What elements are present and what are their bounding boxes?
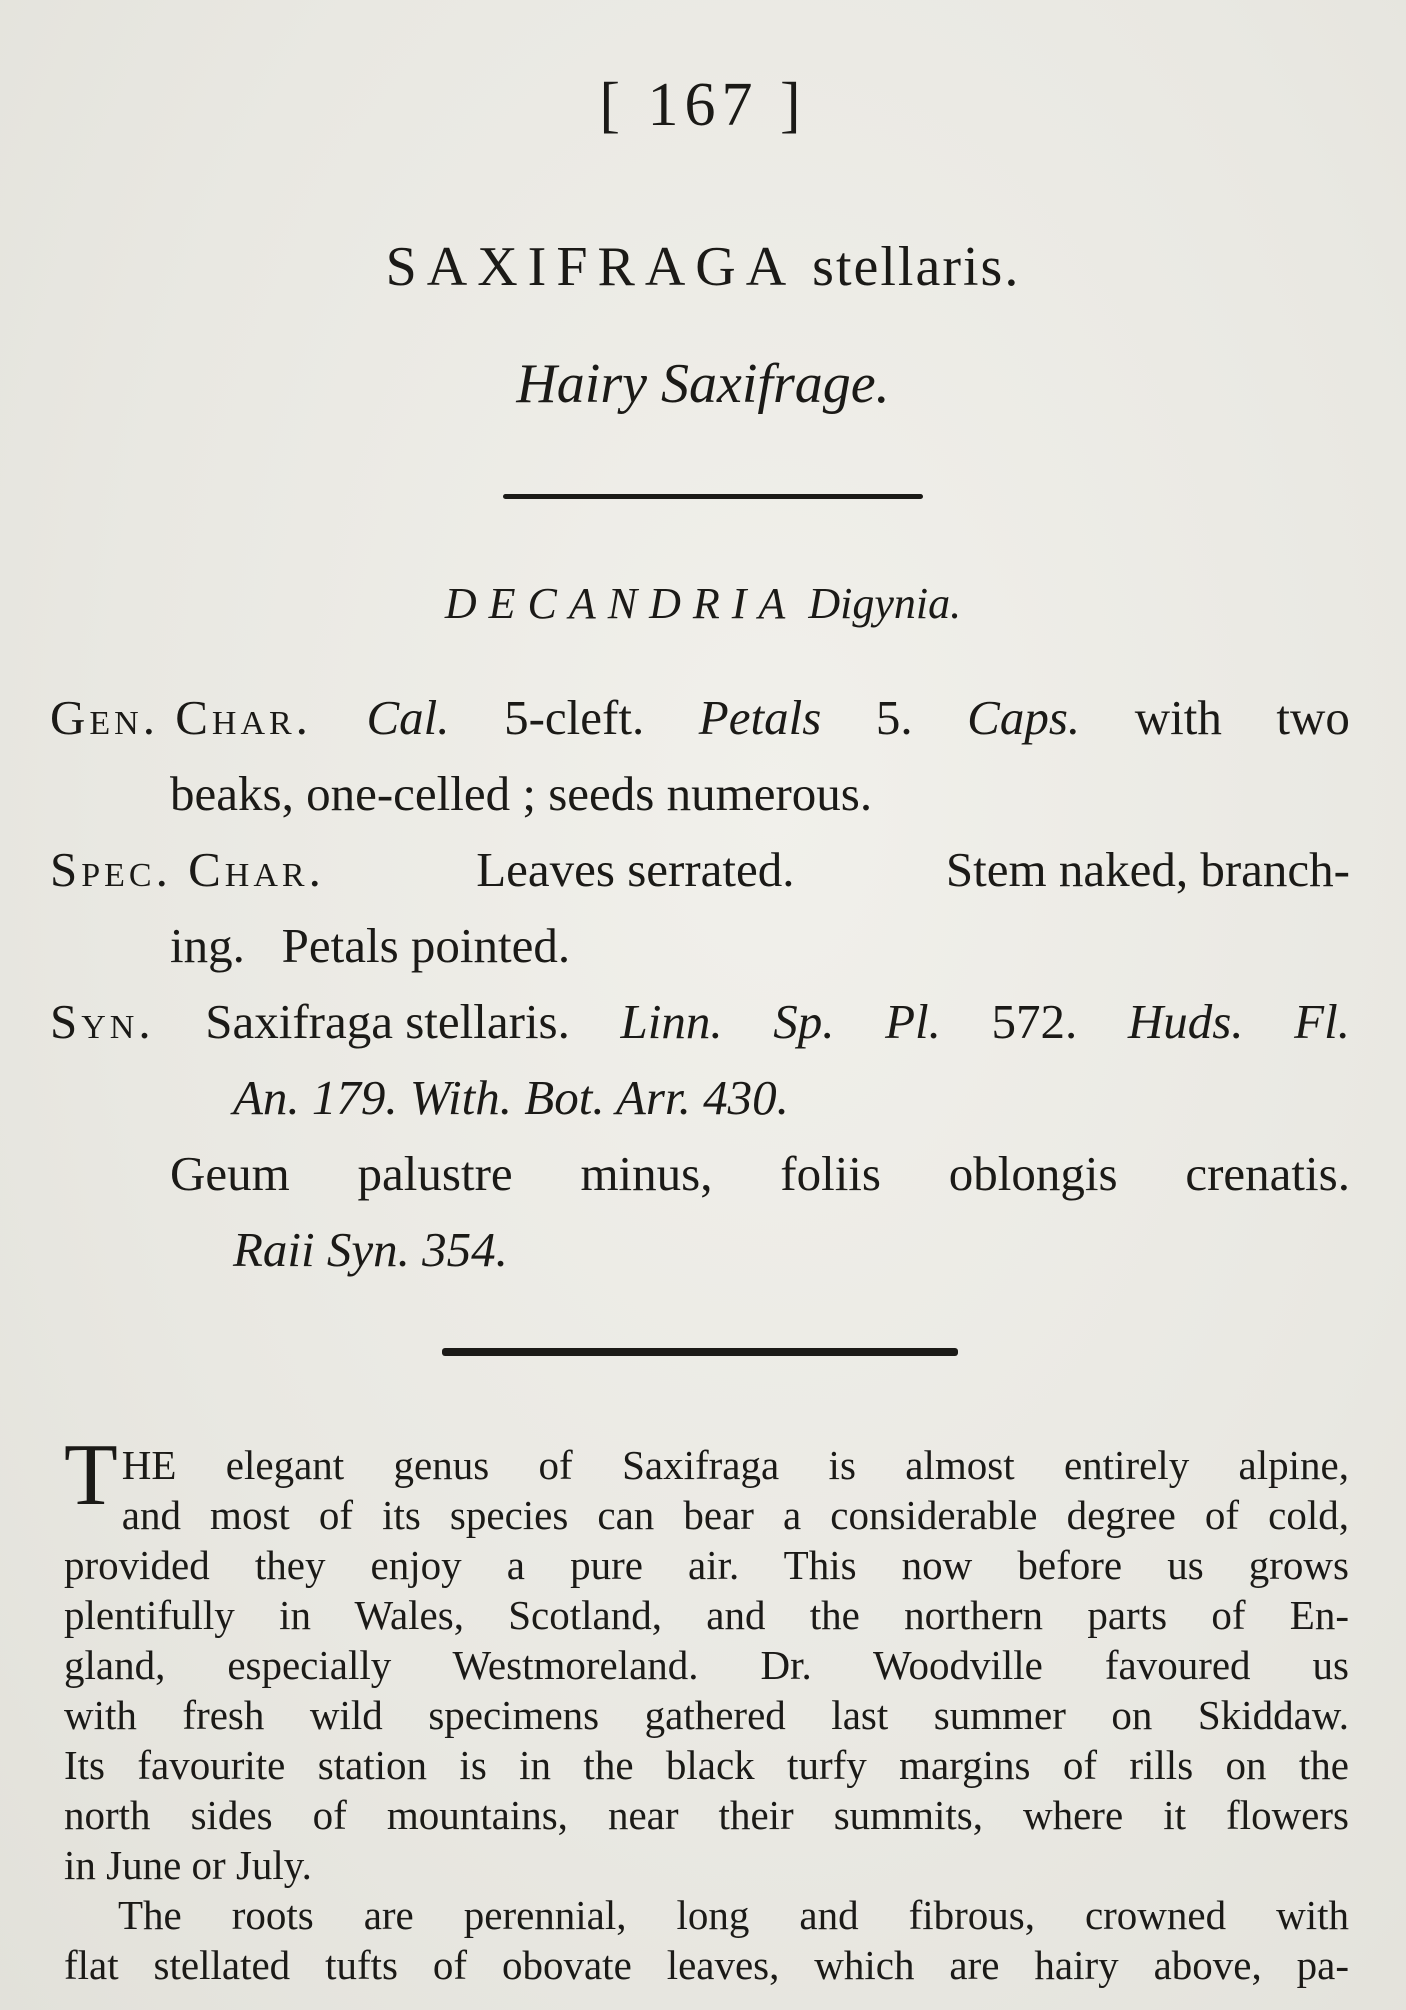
body-line: plentifully in Wales, Scotland, and the northern parts of En- <box>64 1592 1349 1638</box>
spec-char-label: Spec. Char. <box>50 842 325 897</box>
spec-char-line-1: Spec. Char. Leaves serrated. Stem naked, branch- <box>50 832 1350 908</box>
body-line: flat stellated tufts of obovate leaves, which are hairy above, pa- <box>64 1942 1349 1988</box>
body-line: provided they enjoy a pure air. This now before us grows <box>64 1542 1349 1588</box>
body-line: and most of its species can bear a considerable degree of cold, <box>121 1492 1349 1538</box>
page-number: [ 167 ] <box>599 71 807 139</box>
gen-char-line-2: beaks, one-celled ; seeds numerous. <box>170 766 873 821</box>
body-line: The roots are perennial, long and fibrous, crowned with <box>118 1892 1349 1938</box>
body-line: HE elegant genus of Saxifraga is almost entirely alpine, <box>121 1442 1349 1488</box>
drop-cap: T <box>64 1427 118 1524</box>
gen-char-label: Gen. Char. <box>50 690 312 745</box>
section-divider <box>442 1348 958 1356</box>
syn-line-2: An. 179. With. Bot. Arr. 430. <box>233 1070 789 1125</box>
body-line: with fresh wild specimens gathered last summer on Skiddaw. <box>64 1692 1349 1738</box>
generic-character <box>50 680 1350 832</box>
synonyms <box>50 984 1350 1288</box>
page-title <box>0 235 1406 299</box>
syn-label: Syn. <box>50 994 155 1049</box>
description-text <box>64 1427 1349 1990</box>
order-name: Digynia. <box>808 579 962 628</box>
body-line: north sides of mountains, near their summits, where it flowers <box>64 1792 1349 1838</box>
title-genus: SAXIFRAGA <box>385 236 797 298</box>
body-line: gland, especially Westmoreland. Dr. Woodville favoured us <box>64 1642 1349 1688</box>
specific-character <box>50 832 1350 984</box>
syn-line-1: Syn. Saxifraga stellaris. Linn. Sp. Pl. 572. Huds. Fl. <box>50 984 1350 1060</box>
common-name: Hairy Saxifrage. <box>516 353 890 415</box>
spec-char-line-2: ing. Petals pointed. <box>170 918 571 973</box>
body-line: Its favourite station is in the black turfy margins of rills on the <box>64 1742 1349 1788</box>
title-species: stellaris. <box>812 236 1021 298</box>
syn-line-4: Raii Syn. 354. <box>233 1222 508 1277</box>
linnaean-classification <box>0 578 1406 629</box>
header-divider <box>503 494 923 499</box>
body-line: in June or July. <box>64 1842 312 1888</box>
gen-char-line-1: Gen. Char. Cal. 5-cleft. Petals 5. Caps. with two <box>50 680 1350 756</box>
syn-line-3: Geum palustre minus, foliis oblongis crenatis. <box>170 1146 1350 1201</box>
class-name: DECANDRIA <box>444 579 798 628</box>
